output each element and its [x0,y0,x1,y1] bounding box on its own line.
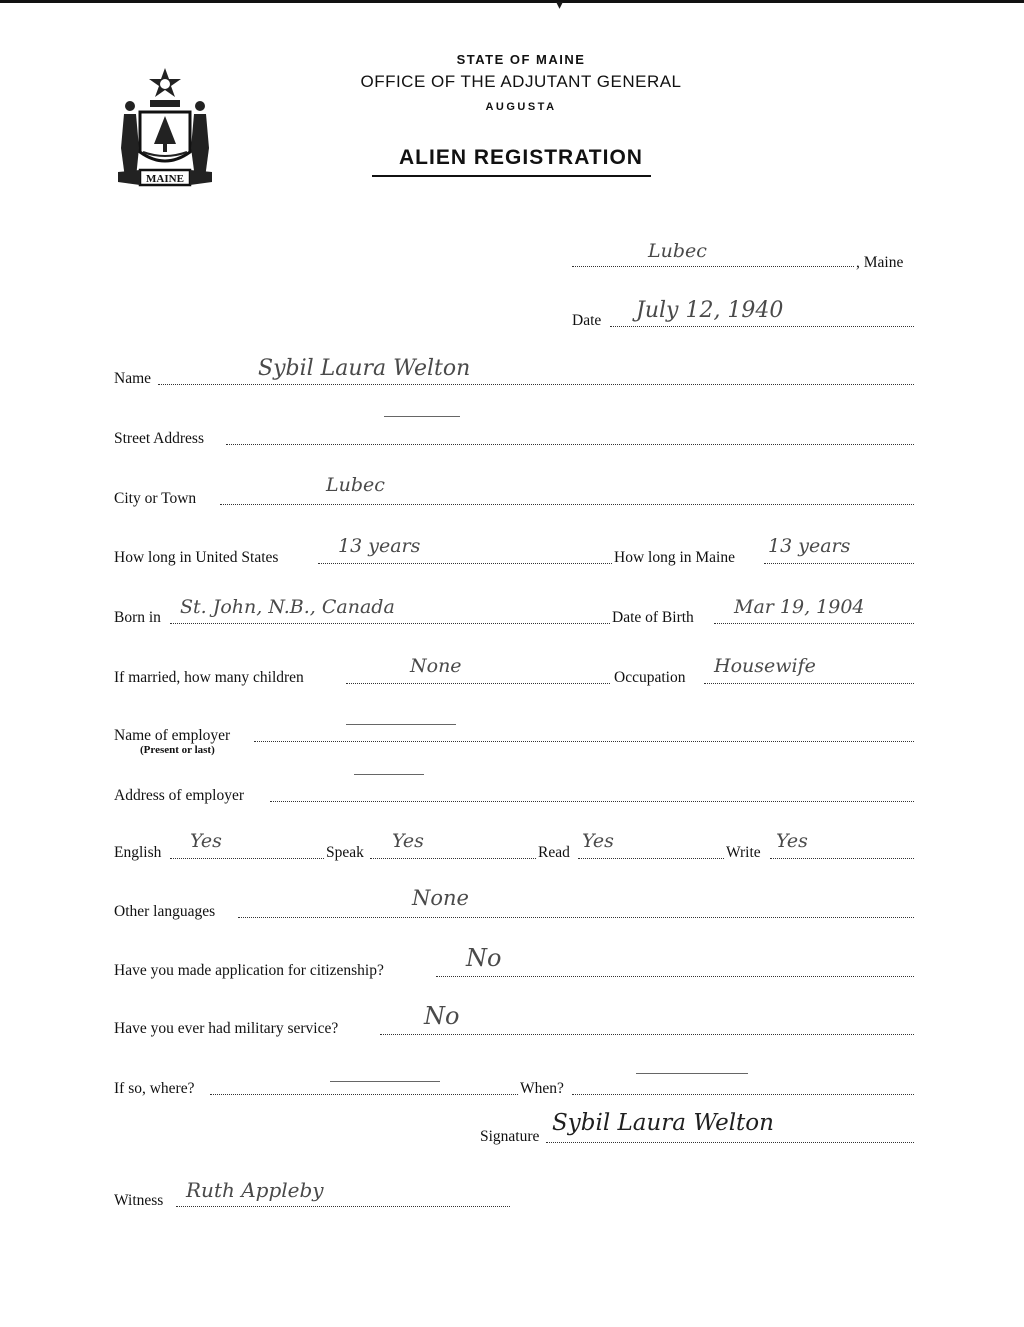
seal-lettering: MAINE [146,173,184,185]
write-line [770,858,914,859]
witness-line [176,1206,510,1207]
name-value: Sybil Laura Welton [258,356,471,381]
english-value: Yes [190,830,222,852]
when-label: When? [520,1080,564,1097]
name-label: Name [114,370,152,387]
how-long-maine-label: How long in Maine [614,549,735,566]
speak-label: Speak [326,844,364,861]
born-in-value: St. John, N.B., Canada [180,596,395,618]
street-address-dash [384,416,460,417]
street-address-label: Street Address [114,430,204,447]
state-heading: STATE OF MAINE [456,52,586,67]
born-in-line [170,623,610,624]
name-line [158,384,914,385]
top-edge-line [0,0,1024,3]
city-heading: AUGUSTA [485,101,557,113]
top-edge-mark: ▾ [556,0,564,13]
when-dash [636,1073,748,1074]
other-languages-line [238,917,914,918]
town-value: Lubec [648,240,707,262]
employer-address-line [270,801,914,802]
town-line [572,266,854,267]
form-title: ALIEN REGISTRATION [399,146,643,169]
children-label: If married, how many children [114,669,304,686]
employer-label: Name of employer [114,727,231,744]
how-long-maine-value: 13 years [768,535,851,557]
occupation-value: Housewife [714,655,816,677]
other-languages-label: Other languages [114,903,216,920]
read-value: Yes [582,830,614,852]
other-languages-value: None [412,886,469,910]
military-value: No [424,1002,460,1030]
children-line [346,683,610,684]
speak-line [370,858,536,859]
citizenship-line [436,976,914,977]
employer-address-dash [354,774,424,775]
citizenship-value: No [466,944,502,972]
how-long-maine-line [764,563,914,564]
write-label: Write [726,844,761,861]
maine-label: , Maine [856,254,904,271]
employer-sublabel: (Present or last) [140,744,215,756]
date-of-birth-line [714,623,914,624]
employer-dash [346,724,456,725]
signature-value: Sybil Laura Welton [552,1110,774,1136]
where-line [210,1094,518,1095]
write-value: Yes [776,830,808,852]
where-dash [330,1081,440,1082]
street-address-line [226,444,914,445]
how-long-us-value: 13 years [338,535,421,557]
city-value: Lubec [326,474,385,496]
english-line [170,858,324,859]
military-line [380,1034,914,1035]
military-label: Have you ever had military service? [114,1020,339,1037]
employer-address-label: Address of employer [114,787,244,804]
witness-value: Ruth Appleby [186,1178,324,1202]
born-in-label: Born in [114,609,161,626]
employer-line [254,741,914,742]
read-line [578,858,724,859]
date-line [610,326,914,327]
date-label: Date [572,312,602,329]
city-line [220,504,914,505]
city-label: City or Town [114,490,197,507]
office-heading: OFFICE OF THE ADJUTANT GENERAL [360,72,682,91]
where-label: If so, where? [114,1080,195,1097]
date-of-birth-value: Mar 19, 1904 [734,596,865,618]
speak-value: Yes [392,830,424,852]
how-long-us-line [318,563,612,564]
citizenship-label: Have you made application for citizenship? [114,962,384,979]
signature-line [546,1142,914,1143]
children-value: None [410,655,462,677]
date-value: July 12, 1940 [636,298,784,323]
when-line [572,1094,914,1095]
date-of-birth-label: Date of Birth [612,609,694,626]
occupation-label: Occupation [614,669,686,686]
occupation-line [704,683,914,684]
read-label: Read [538,844,570,861]
how-long-us-label: How long in United States [114,549,279,566]
witness-label: Witness [114,1192,164,1209]
english-label: English [114,844,162,861]
title-underline [372,175,651,177]
signature-label: Signature [480,1128,540,1145]
